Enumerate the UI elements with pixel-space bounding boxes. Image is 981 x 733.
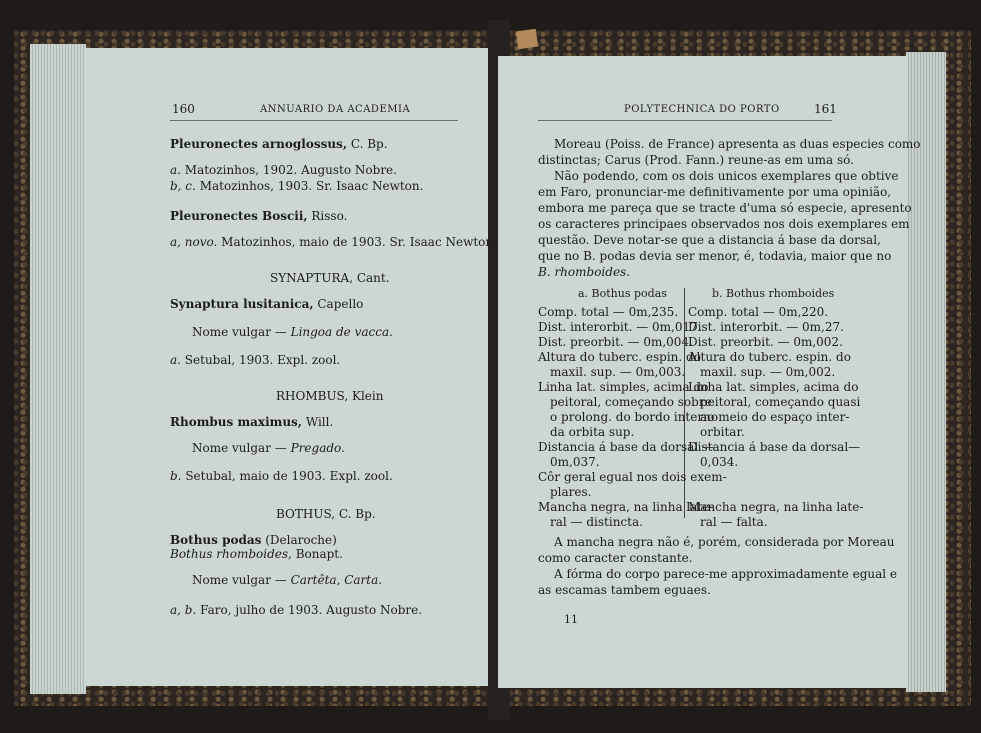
entry-bothus-podas: Bothus podas (Delaroche): [170, 533, 337, 547]
header-rule: [538, 120, 832, 121]
left-page: [84, 48, 497, 686]
table-cell: o prolong. do bordo interno: [550, 410, 719, 424]
table-cell: Distancia á base da dorsal—: [688, 440, 861, 454]
table-cell: orbitar.: [700, 425, 745, 439]
table-cell: Dist. interorbit. — 0m,27.: [688, 320, 844, 334]
running-head: POLYTECHNICA DO PORTO: [624, 104, 780, 115]
table-cell: Distancia á base da dorsal —: [538, 440, 714, 454]
signature-mark: 11: [564, 613, 578, 626]
table-cell: 0,034.: [700, 455, 739, 469]
table-cell: Comp. total — 0m,235.: [538, 305, 679, 319]
entry-pleuronectes-boscii: Pleuronectes Boscii, Risso.: [170, 209, 348, 223]
common-name-line: Nome vulgar — Lingoa de vacca.: [192, 325, 393, 339]
paragraph-line: questão. Deve notar-se que a distancia á base da dorsal,: [538, 233, 881, 247]
genus-heading: BOTHUS, C. Bp.: [276, 507, 376, 521]
entry-synaptura-lusitanica: Synaptura lusitanica, Capello: [170, 297, 364, 311]
genus-heading: RHOMBUS, Klein: [276, 389, 384, 403]
right-page: [498, 56, 921, 688]
paragraph-line: distinctas; Carus (Prod. Fann.) reune-as em uma só.: [538, 153, 854, 167]
table-cell: Linha lat. simples, acima do: [538, 380, 709, 394]
table-cell: Dist. preorbit. — 0m,004.: [538, 335, 693, 349]
table-cell: Dist. interorbit. — 0m,017.: [538, 320, 702, 334]
left-page-edges: [30, 44, 86, 694]
table-cell: Dist. preorbit. — 0m,002.: [688, 335, 843, 349]
paragraph-line: em Faro, pronunciar-me definitivamente por uma opinião,: [538, 185, 892, 199]
record-line: a. Setubal, 1903. Expl. zool.: [170, 353, 341, 367]
table-cell: ral — distincta.: [550, 515, 643, 529]
page-number: 160: [172, 102, 195, 116]
paragraph-line: como caracter constante.: [538, 551, 693, 565]
paragraph-line: A fórma do corpo parece-me approximadamente egual e: [554, 567, 898, 581]
table-cell: ao meio do espaço inter-: [700, 410, 850, 424]
entry-pleuronectes-arnoglossus: Pleuronectes arnoglossus, C. Bp.: [170, 137, 388, 151]
table-cell: peitoral, começando sobre: [550, 395, 712, 409]
table-cell: da orbita sup.: [550, 425, 635, 439]
paragraph-line: Moreau (Poiss. de France) apresenta as duas especies como: [554, 137, 921, 151]
header-rule: [170, 120, 458, 121]
table-cell: peitoral, começando quasi: [700, 395, 861, 409]
record-line: a, novo. Matozinhos, maio de 1903. Sr. Isaac Newton.: [170, 235, 497, 249]
synonym-line: Bothus rhomboides, Bonapt.: [170, 547, 343, 561]
record-line: a. Matozinhos, 1902. Augusto Nobre.: [170, 163, 397, 177]
table-cell: maxil. sup. — 0m,002.: [700, 365, 836, 379]
paragraph-line: as escamas tambem eguaes.: [538, 583, 711, 597]
record-line: b, c. Matozinhos, 1903. Sr. Isaac Newton.: [170, 179, 424, 193]
table-cell: Mancha negra, na linha late-: [688, 500, 864, 514]
paragraph-line: que no B. podas devia ser menor, é, todavia, maior que no: [538, 249, 892, 263]
running-head: ANNUARIO DA ACADEMIA: [260, 104, 411, 115]
table-cell: Côr geral egual nos dois exem-: [538, 470, 727, 484]
table-cell: Comp. total — 0m,220.: [688, 305, 829, 319]
table-cell: ral — falta.: [700, 515, 768, 529]
table-header-a: a. Bothus podas: [578, 287, 667, 300]
common-name-line: Nome vulgar — Cartêta, Carta.: [192, 573, 383, 587]
table-header-b: b. Bothus rhomboides: [712, 287, 835, 300]
table-cell: Altura do tuberc. espin. do: [538, 350, 701, 364]
table-cell: plares.: [550, 485, 592, 499]
table-cell: maxil. sup. — 0m,003.: [550, 365, 686, 379]
table-cell: 0m,037.: [550, 455, 600, 469]
common-name-line: Nome vulgar — Pregado.: [192, 441, 345, 455]
table-cell: Mancha negra, na linha late-: [538, 500, 714, 514]
paragraph-line: embora me pareça que se tracte d'uma só especie, apresento: [538, 201, 912, 215]
paragraph-line: Não podendo, com os dois unicos exemplares que obtive: [554, 169, 899, 183]
table-cell: Altura do tuberc. espin. do: [688, 350, 851, 364]
entry-rhombus-maximus: Rhombus maximus, Will.: [170, 415, 334, 429]
record-line: b. Setubal, maio de 1903. Expl. zool.: [170, 469, 393, 483]
paragraph-line: A mancha negra não é, porém, considerada por Moreau: [554, 535, 895, 549]
record-line: a, b. Faro, julho de 1903. Augusto Nobre.: [170, 603, 423, 617]
paragraph-line: B. rhomboides.: [538, 265, 631, 279]
cover-corner: [516, 29, 538, 50]
table-cell: Linha lat. simples, acima do: [688, 380, 859, 394]
page-number: 161: [814, 102, 837, 116]
genus-heading: SYNAPTURA, Cant.: [270, 271, 390, 285]
paragraph-line: os caracteres principaes observados nos dois exemplares em: [538, 217, 910, 231]
